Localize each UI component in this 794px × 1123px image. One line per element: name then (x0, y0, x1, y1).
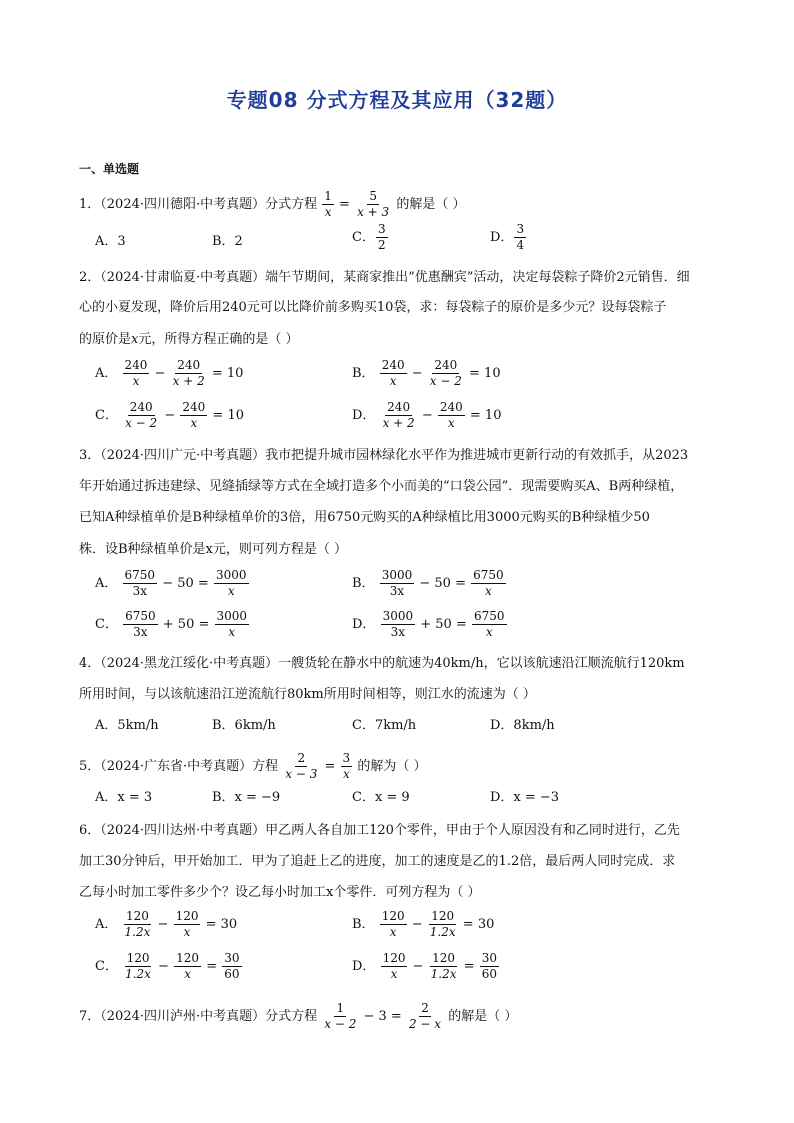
question-6-line-2: 加工30分钟后，甲开始加工．甲为了追赶上乙的进度，加工的速度是乙的1.2倍，最后两人同时完成．求 (79, 854, 676, 869)
page-title: 专题08 分式方程及其应用（32题） (226, 88, 568, 112)
option-d: D． $\frac{120}{x}$ − $\frac{120}{1.2x}$ = $\frac{30}{60}$ (352, 951, 497, 981)
option-a: A．5km/h (95, 718, 159, 733)
option-d: D． $\frac{3}{4}$ (490, 222, 525, 252)
option-a: A． $\frac{240}{x}$ − $\frac{240}{x + 2}$ = 10 (95, 358, 244, 388)
question-4-line-2: 所用时间，与以该航速沿江逆流航行80km所用时间相等，则江水的流速为（ ） (79, 687, 536, 702)
option-d: D． $\frac{240}{x + 2}$ − $\frac{240}{x}$ = 10 (352, 400, 502, 430)
option-a: A． $\frac{120}{1.2x}$ − $\frac{120}{x}$ = 30 (95, 909, 238, 939)
question-7: 7．（2024·四川泸州·中考真题）分式方程 $\frac{1}{x - 2}$ − 3 = $\frac{2}{2 - x}$ 的解是（ ） (79, 1001, 518, 1031)
question-2-line-3: 的原价是x元，所得方程正确的是（ ） (79, 332, 299, 347)
option-d: D．8km/h (490, 718, 555, 733)
option-a: A．3 (95, 234, 126, 249)
option-b: B． $\frac{3000}{3x}$ − 50 = $\frac{6750}{x}$ (352, 568, 504, 598)
question-3-line-3: 已知A种绿植单价是B种绿植单价的3倍，用6750元购买的A种绿植比用3000元购买的B种绿植少50 (79, 510, 650, 525)
option-c: C． $\frac{3}{2}$ (352, 222, 386, 252)
question-text: 1．（2024·四川德阳·中考真题）分式方程 (79, 197, 318, 212)
option-c: C．7km/h (352, 718, 417, 733)
option-a: A．x = 3 (95, 790, 153, 805)
option-b: B．2 (212, 234, 243, 249)
question-4-line-1: 4．（2024·黑龙江绥化·中考真题）一艘货轮在静水中的航速为40km/h，它以该航速沿江顺流航行120km (79, 656, 685, 671)
question-3-line-4: 株．设B种绿植单价是x元，则可列方程是（ ） (79, 542, 348, 557)
question-1: 1．（2024·四川德阳·中考真题）分式方程 $\frac{1}{x}$ = $\frac{5}{x + 3}$ 的解是（ ） (79, 189, 466, 219)
question-2-line-2: 心的小夏发现，降价后用240元可以比降价前多购买10袋，求：每袋粽子的原价是多少元？设每袋粽子 (79, 300, 667, 315)
option-c: C． $\frac{6750}{3x}$ + 50 = $\frac{3000}{x}$ (95, 609, 248, 639)
question-6-line-1: 6．（2024·四川达州·中考真题）甲乙两人各自加工120个零件，甲由于个人原因没有和乙同时进行，乙先 (79, 823, 680, 838)
option-b: B．x = −9 (212, 790, 281, 805)
option-c: C．x = 9 (352, 790, 410, 805)
option-a: A． $\frac{6750}{3x}$ − 50 = $\frac{3000}{x}$ (95, 568, 247, 598)
question-5: 5．（2024·广东省·中考真题）方程 $\frac{2}{x - 3}$ = $\frac{3}{x}$ 的解为（ ） (79, 751, 427, 781)
question-2-line-1: 2．（2024·甘肃临夏·中考真题）端午节期间，某商家推出“优惠酬宾”活动，决定每袋粽子降价2元销售．细 (79, 270, 690, 285)
fraction: $\frac{5}{x + 3}$ (357, 189, 390, 219)
section-heading: 一、单选题 (79, 162, 140, 176)
option-d: D． $\frac{3000}{3x}$ + 50 = $\frac{6750}{x}$ (352, 609, 505, 639)
question-3-line-1: 3．（2024·四川广元·中考真题）我市把提升城市园林绿化水平作为推进城市更新行动的有效抓手，从2023 (79, 448, 689, 463)
option-c: C． $\frac{120}{1.2x}$ − $\frac{120}{x}$ = $\frac{30}{60}$ (95, 951, 240, 981)
question-3-line-2: 年开始通过拆违建绿、见缝插绿等方式在全域打造多个小而美的“口袋公园”．现需要购买A、B两种绿植， (79, 479, 684, 494)
question-text: 的解是（ ） (396, 197, 466, 212)
option-d: D．x = −3 (490, 790, 560, 805)
question-6-line-3: 乙每小时加工零件多少个？设乙每小时加工x个零件．可列方程为（ ） (79, 885, 481, 900)
option-c: C． $\frac{240}{x - 2}$ − $\frac{240}{x}$ = 10 (95, 400, 244, 430)
option-b: B． $\frac{120}{x}$ − $\frac{120}{1.2x}$ = 30 (352, 909, 495, 939)
fraction: $\frac{1}{x}$ (324, 189, 332, 219)
option-b: B． $\frac{240}{x}$ − $\frac{240}{x - 2}$ = 10 (352, 358, 501, 388)
option-b: B．6km/h (212, 718, 276, 733)
